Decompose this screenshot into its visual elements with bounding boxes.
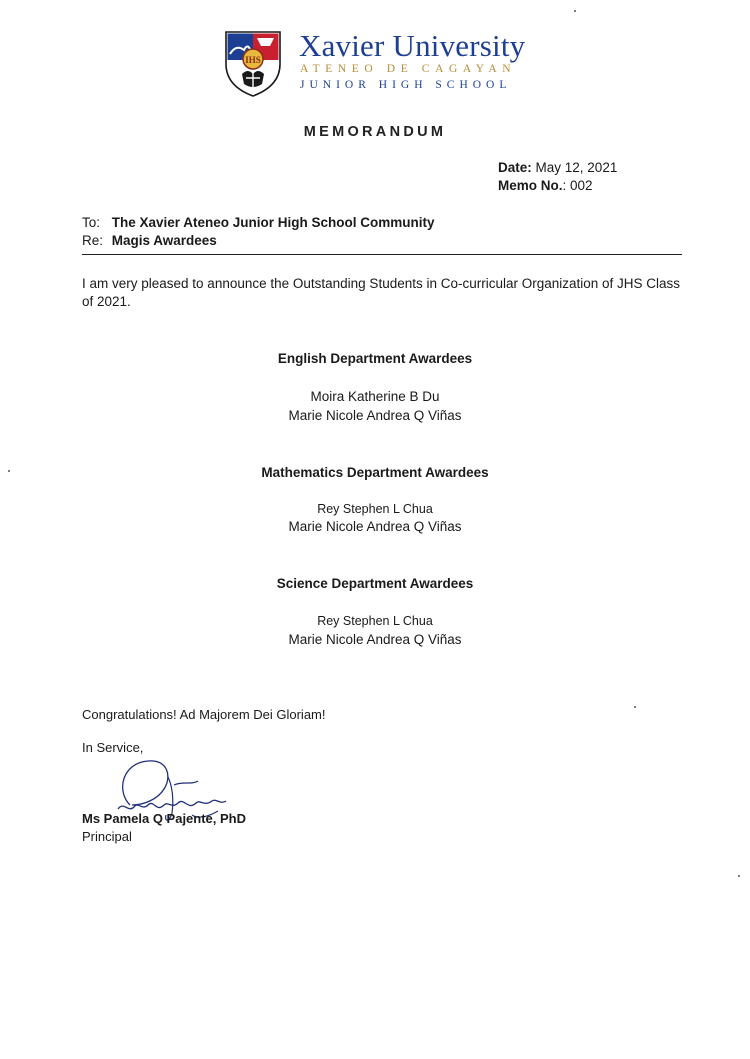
subject-line	[82, 233, 217, 248]
memo-date	[498, 160, 617, 175]
english-awardee: Moira Katherine B Du	[310, 389, 440, 404]
scan-speck	[738, 875, 740, 877]
math-awardee: Rey Stephen L Chua	[317, 502, 433, 516]
signer-name: Ms Pamela Q Pajente, PhD	[82, 811, 247, 826]
intro-paragraph: I am very pleased to announce the Outstanding Students in Co-curricular Organization of JHS Class of 2021.	[82, 276, 681, 309]
signer-title: Principal	[82, 829, 132, 844]
science-section-heading: Science Department Awardees	[276, 576, 474, 591]
to-label: To:	[82, 215, 101, 230]
memo-number-value: : 002	[562, 178, 593, 193]
header-divider	[82, 254, 682, 255]
university-name: Xavier University	[299, 28, 526, 63]
school-name: JUNIOR HIGH SCHOOL	[300, 79, 512, 91]
congratulations-text: Congratulations! Ad Majorem Dei Gloriam!	[82, 707, 326, 722]
university-subtitle: ATENEO DE CAGAYAN	[300, 63, 517, 75]
in-service-text: In Service,	[82, 740, 144, 755]
recipient-line	[82, 215, 435, 230]
scan-speck	[634, 706, 636, 708]
memo-number-label: Memo No.	[498, 178, 563, 193]
science-awardee: Marie Nicole Andrea Q Viñas	[288, 632, 462, 647]
math-awardee: Marie Nicole Andrea Q Viñas	[288, 519, 462, 534]
re-value: Magis Awardees	[111, 233, 217, 248]
english-section-heading: English Department Awardees	[277, 351, 473, 366]
date-value: May 12, 2021	[535, 160, 618, 175]
scan-speck	[8, 470, 10, 472]
memo-number	[498, 178, 593, 193]
math-section-heading: Mathematics Department Awardees	[261, 465, 489, 480]
to-value: The Xavier Ateneo Junior High School Community	[111, 215, 435, 230]
university-crest-logo	[224, 30, 282, 98]
re-label: Re:	[82, 233, 104, 248]
english-awardee: Marie Nicole Andrea Q Viñas	[288, 408, 462, 423]
crest-monogram: IHS	[245, 55, 261, 65]
science-awardee: Rey Stephen L Chua	[317, 614, 433, 628]
date-label: Date:	[498, 160, 532, 175]
scan-speck	[574, 10, 576, 12]
memo-title: MEMORANDUM	[303, 124, 447, 140]
